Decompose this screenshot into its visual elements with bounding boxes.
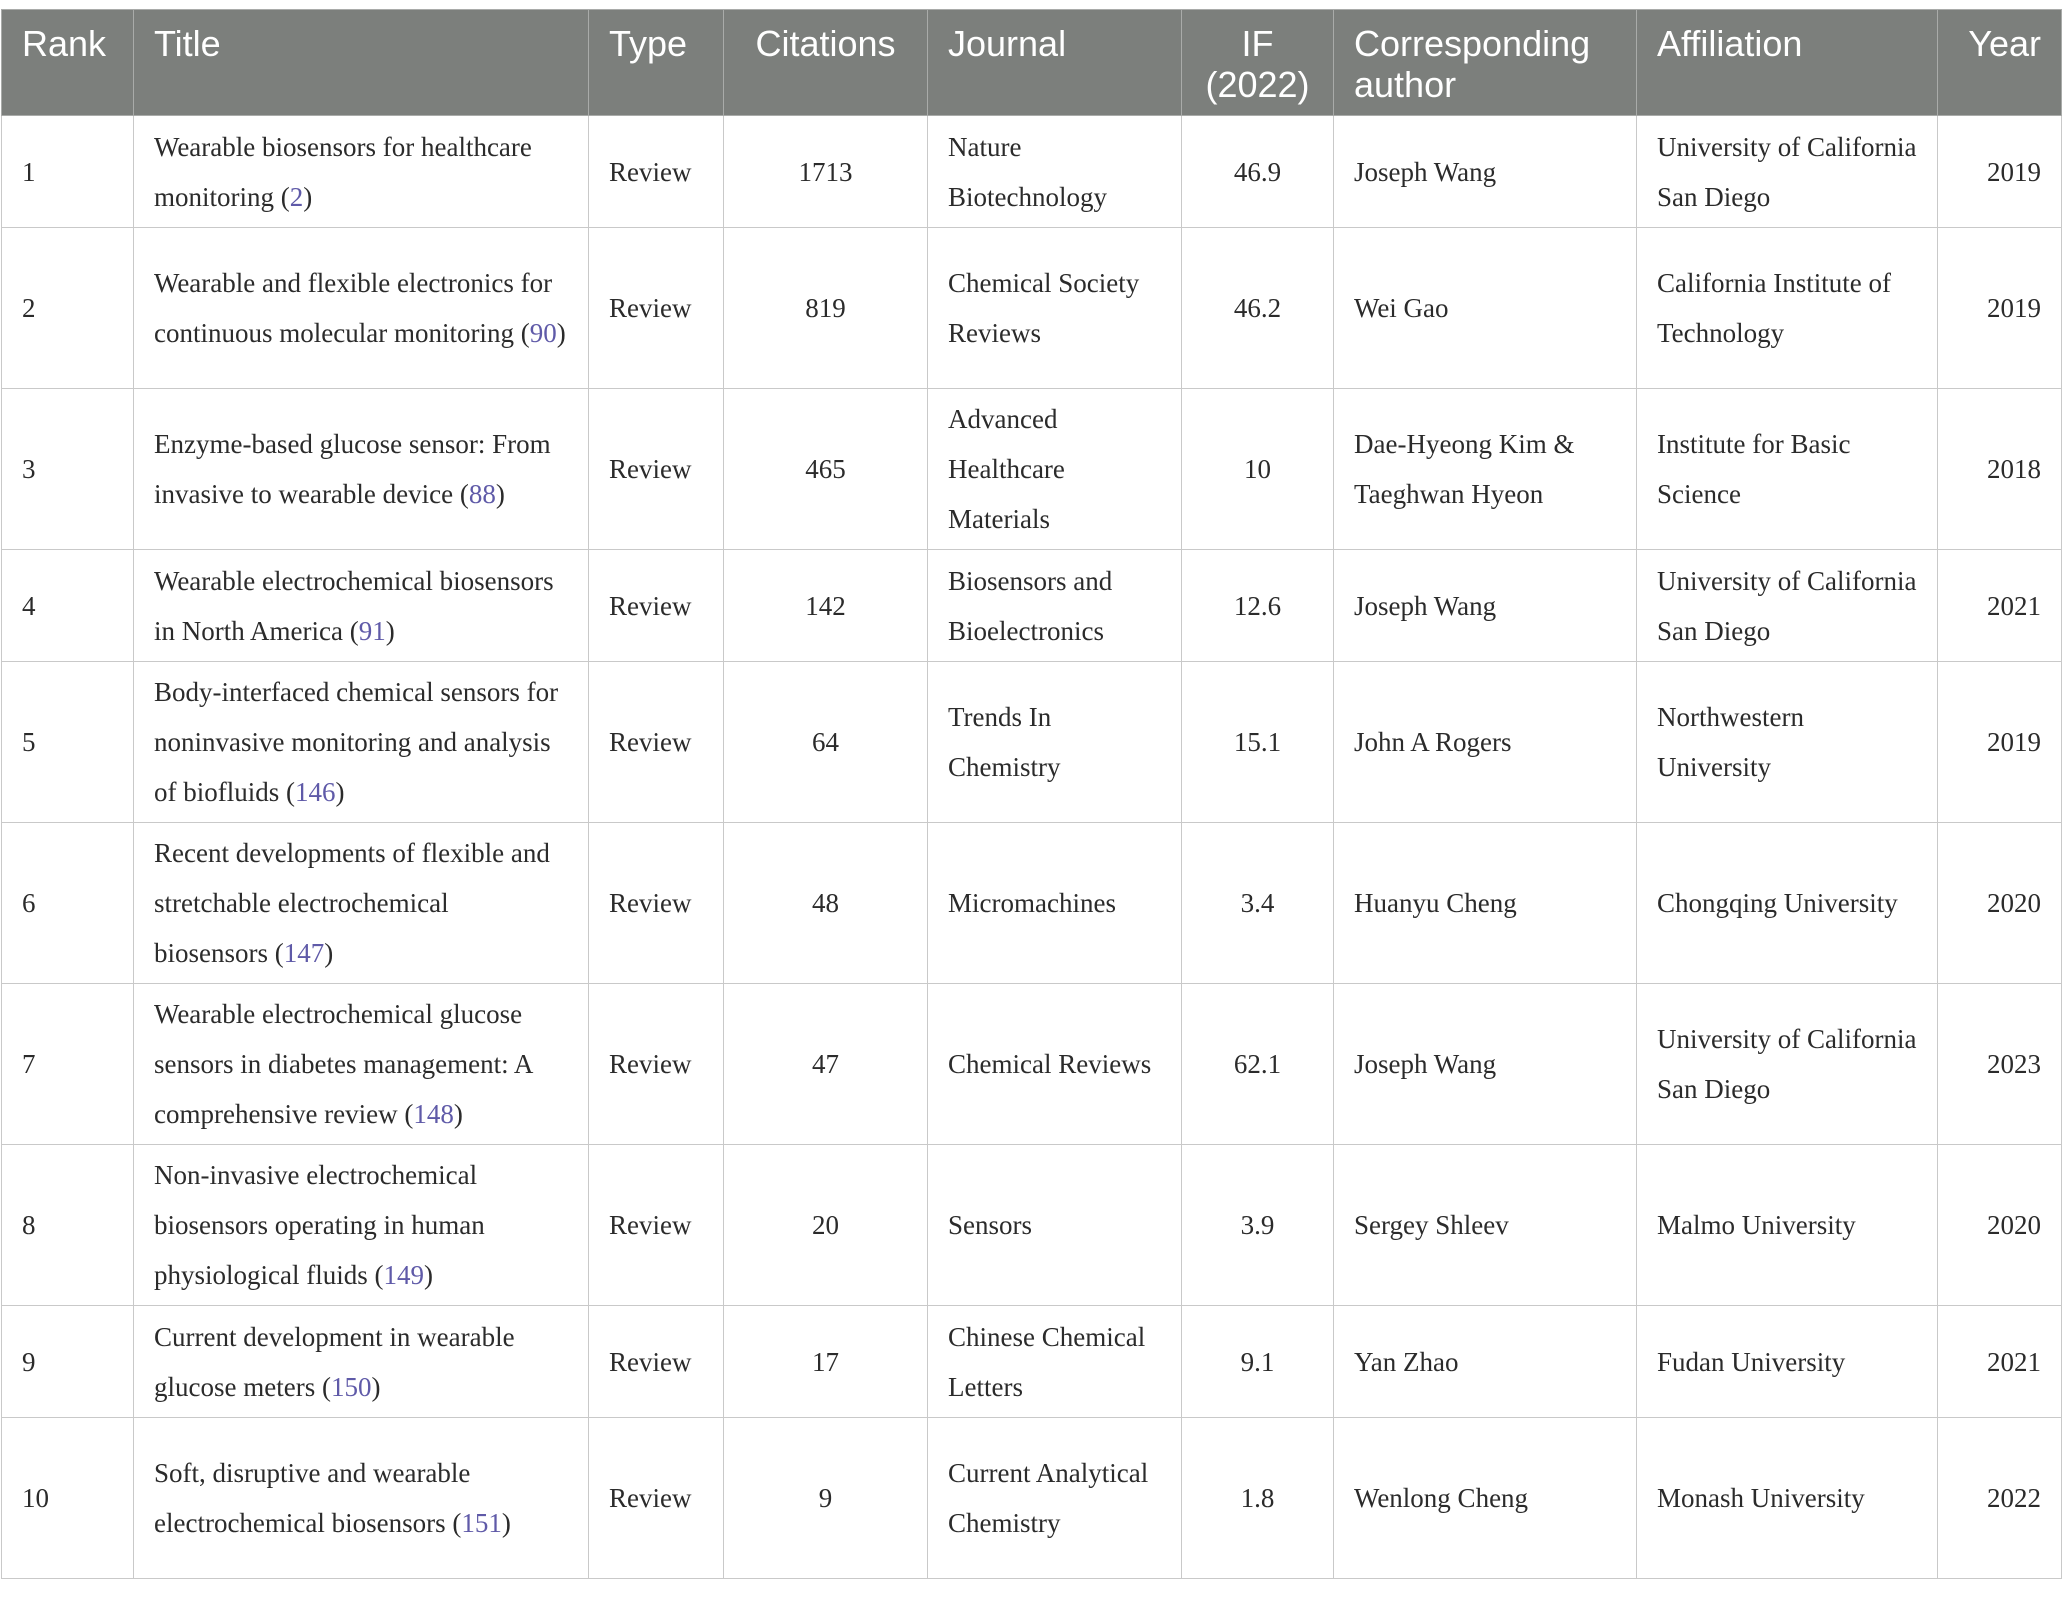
cell-affiliation: University of California San Diego	[1637, 984, 1938, 1145]
cell-rank: 8	[2, 1145, 134, 1306]
cell-author: Dae-Hyeong Kim & Taeghwan Hyeon	[1334, 389, 1637, 550]
cell-year: 2023	[1938, 984, 2062, 1145]
cell-citations: 819	[724, 228, 928, 389]
cell-citations: 17	[724, 1306, 928, 1418]
title-text: Wearable electrochemical glucose sensors in diabetes management: A comprehensive review	[154, 999, 532, 1129]
cell-affiliation: California Institute of Technology	[1637, 228, 1938, 389]
title-text: Non-invasive electrochemical biosensors operating in human physiological fluids	[154, 1160, 485, 1290]
cell-affiliation: Northwestern University	[1637, 662, 1938, 823]
cell-year: 2019	[1938, 228, 2062, 389]
table-body	[2, 116, 2062, 1579]
table-row	[2, 1306, 2062, 1418]
table-row	[2, 228, 2062, 389]
header-author-line1: Corresponding	[1354, 23, 1591, 64]
cell-year: 2019	[1938, 116, 2062, 228]
cell-citations: 47	[724, 984, 928, 1145]
cell-title: Recent developments of flexible and stretchable electrochemical biosensors (147)	[134, 823, 589, 984]
table-header	[2, 10, 2062, 116]
cell-journal: Trends In Chemistry	[928, 662, 1182, 823]
cell-title: Wearable biosensors for healthcare monitoring (2)	[134, 116, 589, 228]
cell-rank: 1	[2, 116, 134, 228]
header-journal: Journal	[928, 10, 1182, 116]
header-type: Type	[589, 10, 724, 116]
cell-rank: 6	[2, 823, 134, 984]
title-text: Wearable biosensors for healthcare monitoring	[154, 131, 532, 212]
header-rank: Rank	[2, 10, 134, 116]
reference-link[interactable]: 88	[468, 479, 496, 509]
ranking-table	[1, 9, 2062, 1579]
header-row	[2, 10, 2062, 116]
cell-title: Current development in wearable glucose meters (150)	[134, 1306, 589, 1418]
cell-citations: 142	[724, 550, 928, 662]
cell-author: Yan Zhao	[1334, 1306, 1637, 1418]
cell-journal: Current Analytical Chemistry	[928, 1418, 1182, 1579]
cell-citations: 465	[724, 389, 928, 550]
cell-if: 9.1	[1182, 1306, 1334, 1418]
cell-citations: 48	[724, 823, 928, 984]
cell-affiliation: Chongqing University	[1637, 823, 1938, 984]
cell-if: 15.1	[1182, 662, 1334, 823]
title-text: Recent developments of flexible and stretchable electrochemical biosensors	[154, 838, 550, 968]
header-corresponding-author	[1334, 10, 1637, 116]
cell-author: Huanyu Cheng	[1334, 823, 1637, 984]
cell-year: 2020	[1938, 823, 2062, 984]
cell-author: Joseph Wang	[1334, 550, 1637, 662]
header-author-line2: author	[1354, 64, 1457, 105]
cell-affiliation: Institute for Basic Science	[1637, 389, 1938, 550]
reference-link[interactable]: 90	[529, 318, 557, 348]
table-row	[2, 662, 2062, 823]
cell-year: 2022	[1938, 1418, 2062, 1579]
cell-author: Wenlong Cheng	[1334, 1418, 1637, 1579]
header-title: Title	[134, 10, 589, 116]
cell-type: Review	[589, 550, 724, 662]
cell-if: 10	[1182, 389, 1334, 550]
cell-type: Review	[589, 116, 724, 228]
cell-author: John A Rogers	[1334, 662, 1637, 823]
cell-type: Review	[589, 1306, 724, 1418]
cell-if: 46.2	[1182, 228, 1334, 389]
header-year: Year	[1938, 10, 2062, 116]
cell-journal: Chinese Chemical Letters	[928, 1306, 1182, 1418]
cell-type: Review	[589, 823, 724, 984]
cell-title: Soft, disruptive and wearable electrochemical biosensors (151)	[134, 1418, 589, 1579]
title-text: Body-interfaced chemical sensors for noninvasive monitoring and analysis of biofluids	[154, 677, 559, 807]
cell-year: 2021	[1938, 1306, 2062, 1418]
cell-title: Wearable electrochemical glucose sensors in diabetes management: A comprehensive review (148)	[134, 984, 589, 1145]
cell-year: 2021	[1938, 550, 2062, 662]
cell-journal: Nature Biotechnology	[928, 116, 1182, 228]
cell-author: Joseph Wang	[1334, 116, 1637, 228]
cell-title: Non-invasive electrochemical biosensors operating in human physiological fluids (149)	[134, 1145, 589, 1306]
cell-rank: 9	[2, 1306, 134, 1418]
cell-author: Joseph Wang	[1334, 984, 1637, 1145]
cell-title: Enzyme-based glucose sensor: From invasive to wearable device (88)	[134, 389, 589, 550]
title-text: Wearable and flexible electronics for continuous molecular monitoring	[154, 268, 553, 348]
reference-link[interactable]: 149	[383, 1260, 424, 1290]
header-citations: Citations	[724, 10, 928, 116]
cell-journal: Advanced Healthcare Materials	[928, 389, 1182, 550]
cell-if: 12.6	[1182, 550, 1334, 662]
reference-link[interactable]: 147	[283, 938, 325, 968]
cell-rank: 5	[2, 662, 134, 823]
cell-author: Wei Gao	[1334, 228, 1637, 389]
reference-link[interactable]: 148	[413, 1099, 454, 1129]
cell-journal: Chemical Society Reviews	[928, 228, 1182, 389]
cell-year: 2019	[1938, 662, 2062, 823]
cell-citations: 9	[724, 1418, 928, 1579]
header-affiliation: Affiliation	[1637, 10, 1938, 116]
table-row	[2, 1418, 2062, 1579]
cell-journal: Micromachines	[928, 823, 1182, 984]
cell-rank: 10	[2, 1418, 134, 1579]
cell-affiliation: Fudan University	[1637, 1306, 1938, 1418]
cell-title: Wearable and flexible electronics for continuous molecular monitoring (90)	[134, 228, 589, 389]
cell-type: Review	[589, 662, 724, 823]
cell-type: Review	[589, 228, 724, 389]
cell-if: 1.8	[1182, 1418, 1334, 1579]
cell-rank: 7	[2, 984, 134, 1145]
cell-rank: 4	[2, 550, 134, 662]
table-row	[2, 823, 2062, 984]
title-text: Enzyme-based glucose sensor: From invasive to wearable device	[154, 429, 551, 509]
cell-title: Wearable electrochemical biosensors in North America (91)	[134, 550, 589, 662]
cell-journal: Biosensors and Bioelectronics	[928, 550, 1182, 662]
cell-affiliation: Monash University	[1637, 1418, 1938, 1579]
cell-if: 3.9	[1182, 1145, 1334, 1306]
cell-citations: 64	[724, 662, 928, 823]
cell-year: 2020	[1938, 1145, 2062, 1306]
reference-link[interactable]: 151	[461, 1508, 502, 1538]
cell-journal: Sensors	[928, 1145, 1182, 1306]
reference-link[interactable]: 2	[289, 181, 304, 212]
reference-link[interactable]: 91	[358, 615, 386, 646]
table-row	[2, 984, 2062, 1145]
cell-citations: 20	[724, 1145, 928, 1306]
cell-author: Sergey Shleev	[1334, 1145, 1637, 1306]
cell-if: 62.1	[1182, 984, 1334, 1145]
cell-rank: 2	[2, 228, 134, 389]
cell-type: Review	[589, 1418, 724, 1579]
cell-affiliation: University of California San Diego	[1637, 550, 1938, 662]
header-if-line2: (2022)	[1205, 64, 1310, 105]
cell-title: Body-interfaced chemical sensors for noninvasive monitoring and analysis of biofluids (146)	[134, 662, 589, 823]
header-if	[1182, 10, 1334, 116]
reference-link[interactable]: 146	[295, 777, 336, 807]
cell-type: Review	[589, 984, 724, 1145]
cell-citations: 1713	[724, 116, 928, 228]
title-text: Current development in wearable glucose meters	[154, 1321, 515, 1402]
cell-rank: 3	[2, 389, 134, 550]
title-text: Wearable electrochemical biosensors in North America	[154, 565, 554, 646]
cell-affiliation: Malmo University	[1637, 1145, 1938, 1306]
table-row	[2, 550, 2062, 662]
title-text: Soft, disruptive and wearable electrochemical biosensors	[154, 1458, 471, 1538]
table-row	[2, 1145, 2062, 1306]
cell-type: Review	[589, 389, 724, 550]
header-if-line1: IF	[1241, 23, 1274, 64]
table-row	[2, 389, 2062, 550]
cell-affiliation: University of California San Diego	[1637, 116, 1938, 228]
cell-journal: Chemical Reviews	[928, 984, 1182, 1145]
cell-if: 46.9	[1182, 116, 1334, 228]
cell-year: 2018	[1938, 389, 2062, 550]
table-row	[2, 116, 2062, 228]
cell-type: Review	[589, 1145, 724, 1306]
cell-if: 3.4	[1182, 823, 1334, 984]
reference-link[interactable]: 150	[330, 1371, 372, 1402]
